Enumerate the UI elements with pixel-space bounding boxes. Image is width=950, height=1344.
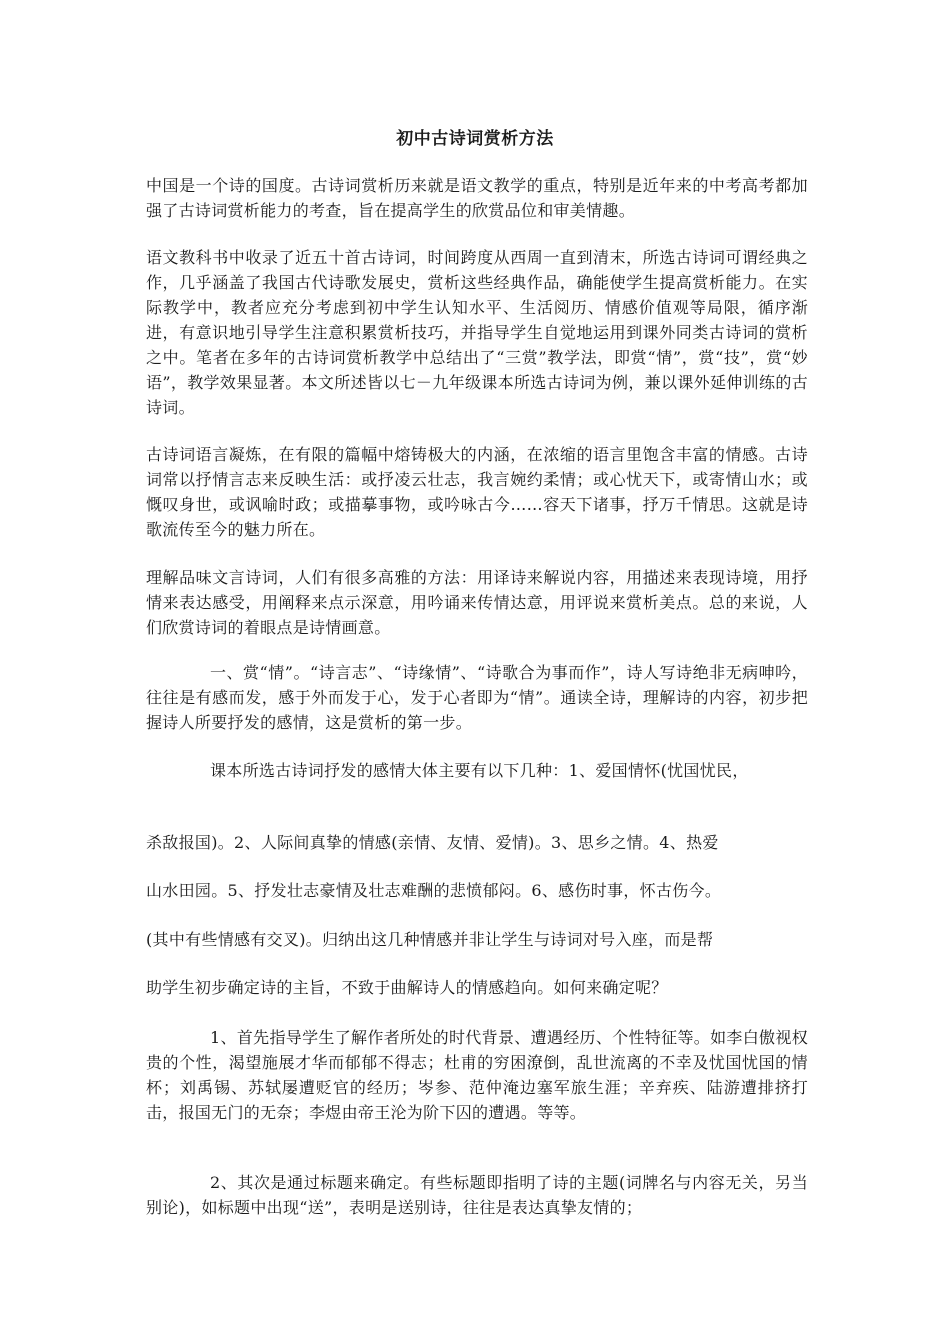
paragraph-point-one: 1、首先指导学生了解作者所处的时代背景、遭遇经历、个性特征等。如李白傲视权贵的个性，渴望施展才华而郁郁不得志；杜甫的穷困潦倒，乱世流离的不幸及忧国忧国的情杯；刘禹锡、苏轼屡遭贬官的经历；岑参、范仲淹边塞军旅生涯；辛弃疾、陆游遭排挤打击，报国无门的无奈；李煜由帝王沦为阶下囚的遭遇。等等。: [146, 1028, 808, 1122]
emotions-line-1: 杀敌报国)。2、人际间真挚的情感(亲情、友情、爱情)。3、思乡之情。4、热爱: [146, 833, 719, 852]
paragraph-point-two: 2、其次是通过标题来确定。有些标题即指明了诗的主题(词牌名与内容无关，另当别论)，如标题中出现“送”，表明是送别诗，往往是表达真挚友情的；: [146, 1173, 808, 1217]
paragraph-emotions: 课本所选古诗词抒发的感情大体主要有以下几种：1、爱国情怀(忧国忧民，: [210, 761, 749, 780]
paragraph-section-one: 一、赏“情”。“诗言志”、“诗缘情”、“诗歌合为事而作”，诗人写诗绝非无病呻吟，往往是有感而发，感于外而发于心，发于心者即为“情”。通读全诗，理解诗的内容，初步把握诗人所要抒发的感情，这是赏析的第一步。: [146, 663, 808, 732]
emotions-line-4: 助学生初步确定诗的主旨，不致于曲解诗人的情感趋向。如何来确定呢？: [146, 978, 668, 997]
paragraph-textbook: 语文教科书中收录了近五十首古诗词，时间跨度从西周一直到清末，所选古诗词可谓经典之作，几乎涵盖了我国古代诗歌发展史，赏析这些经典作品，确能使学生提高赏析能力。在实际教学中，教者应充分考虑到初中学生认知水平、生活阅历、情感价值观等局限，循序渐进，有意识地引导学生注意积累赏析技巧，并指导学生自觉地运用到课外同类古诗词的赏析之中。笔者在多年的古诗词赏析教学中总结出了“三赏”教学法，即赏“情”，赏“技”，赏“妙语”，教学效果显著。本文所述皆以七－九年级课本所选古诗词为例，兼以课外延伸训练的古诗词。: [146, 248, 808, 417]
emotions-line-3: (其中有些情感有交叉)。归纳出这几种情感并非让学生与诗词对号入座，而是帮: [146, 930, 714, 949]
paragraph-language: 古诗词语言凝炼，在有限的篇幅中熔铸极大的内涵，在浓缩的语言里饱含丰富的情感。古诗词常以抒情言志来反映生活：或抒凌云壮志，我言婉约柔情；或心忧天下，或寄情山水；或慨叹身世，或讽喻时政；或描摹事物，或吟咏古今……容天下诸事，抒万千情思。这就是诗歌流传至今的魅力所在。: [146, 445, 808, 539]
paragraph-intro: 中国是一个诗的国度。古诗词赏析历来就是语文教学的重点，特别是近年来的中考高考都加强了古诗词赏析能力的考查，旨在提高学生的欣赏品位和审美情趣。: [146, 176, 808, 220]
emotions-line-2: 山水田园。5、抒发壮志豪情及壮志难酬的悲愤郁闷。6、感伤时事，怀古伤今。: [146, 881, 722, 900]
document-title: 初中古诗词赏析方法: [396, 129, 554, 149]
paragraph-methods: 理解品味文言诗词，人们有很多高雅的方法：用译诗来解说内容，用描述来表现诗境，用抒情来表达感受，用阐释来点示深意，用吟诵来传情达意，用评说来赏析美点。总的来说，人们欣赏诗词的着眼点是诗情画意。: [146, 568, 808, 637]
